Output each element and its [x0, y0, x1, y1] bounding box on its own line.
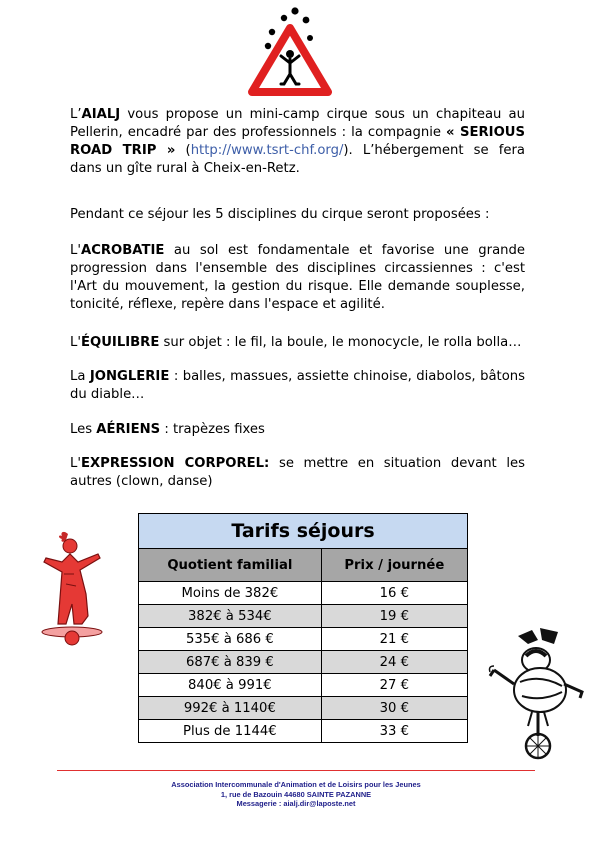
table-title: Tarifs séjours — [139, 514, 468, 549]
footer-address: 1, rue de Bazouin 44680 SAINTE PAZANNE — [220, 789, 372, 799]
equilibre-paragraph: L'ÉQUILIBRE sur objet : le fil, la boule, le monocycle, le rolla bolla… — [70, 335, 522, 350]
company-name: « SERIOUS ROAD TRIP » — [70, 125, 525, 158]
table-row: 535€ à 686 € 21 € — [139, 628, 468, 651]
footer-email: Messagerie : aialj.dir@laposte.net — [236, 799, 356, 808]
table-row: 382€ à 534€ 19 € — [139, 605, 468, 628]
expression-paragraph: L'EXPRESSION CORPOREL: se mettre en situation devant les autres (clown, danse) — [70, 456, 525, 489]
tarifs-table — [138, 513, 468, 743]
table-row: 992€ à 1140€ 30 € — [139, 697, 468, 720]
table-row: Moins de 382€ 16 € — [139, 582, 468, 605]
footer — [57, 780, 535, 809]
table-row: 840€ à 991€ 27 € — [139, 674, 468, 697]
acrobat-on-ball-illustration — [28, 528, 120, 646]
column-header-quotient: Quotient familial — [139, 549, 322, 582]
unicycle-juggler-illustration — [488, 626, 588, 764]
column-header-prix: Prix / journée — [321, 549, 467, 582]
jonglerie-paragraph: La JONGLERIE : balles, massues, assiette chinoise, diabolos, bâtons du diable… — [70, 369, 526, 402]
juggler-warning-sign-icon — [248, 6, 332, 96]
intro-paragraph: L’AIALJ vous propose un mini-camp cirque sous un chapiteau au Pellerin, encadré par des professionnels : la compagnie « SERIOUS ROAD TRIP » (http://www.tsrt-chf.org/). L’hébergement se fera dans un gîte rural à Cheix-en-Retz. — [70, 107, 525, 176]
acrobatie-paragraph: L'ACROBATIE au sol est fondamentale et favorise une grande progression dans l'ensemble des disciplines circassiennes : c'est l'Art du mouvement, la gestion du risque. Elle demande souplesse, tonicité, réflexe, repère dans l'espace et agilité. — [70, 243, 525, 312]
disciplines-intro: Pendant ce séjour les 5 disciplines du cirque seront proposées : — [70, 207, 490, 222]
footer-divider — [57, 770, 535, 771]
aeriens-paragraph: Les AÉRIENS : trapèzes fixes — [70, 422, 265, 437]
table-row: Plus de 1144€ 33 € — [139, 720, 468, 743]
table-row: 687€ à 839 € 24 € — [139, 651, 468, 674]
company-link[interactable]: http://www.tsrt-chf.org/ — [190, 143, 344, 158]
org-name: AIALJ — [81, 107, 121, 122]
footer-association: Association Intercommunale d'Animation et de Loisirs pour les Jeunes — [171, 780, 421, 789]
